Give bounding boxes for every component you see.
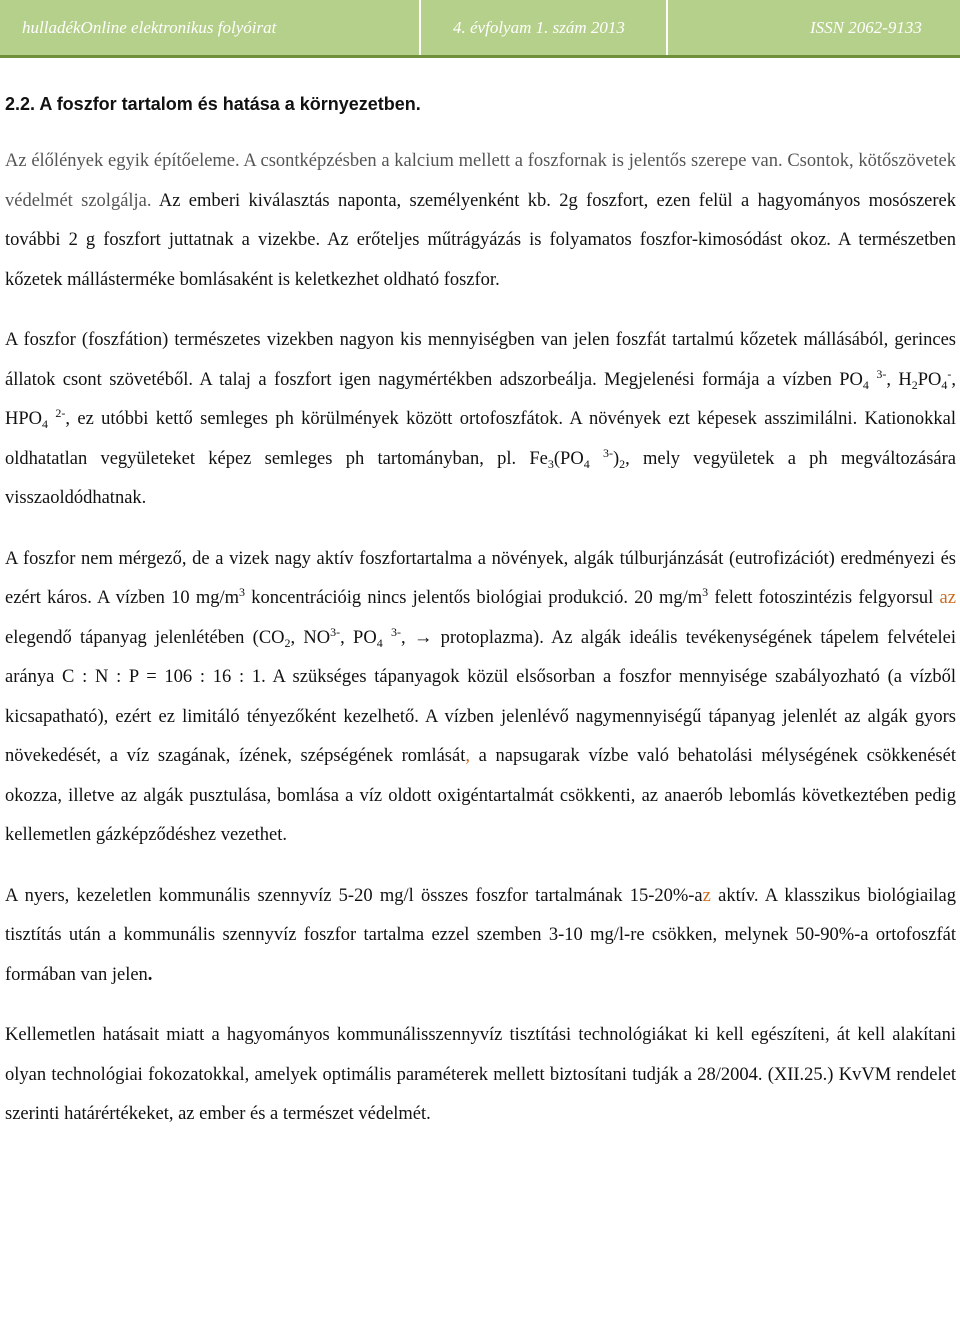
issn: ISSN 2062-9133: [810, 18, 922, 37]
text-run: aktív. A klasszikus biológiailag tisztítás után a kommunális szennyvíz foszfor tartalma ezzel szemben 3-10 mg/l-re csökken, melynek 50-90%-a ortofoszfát formában van jelen: [5, 885, 956, 985]
superscript: -: [947, 366, 952, 381]
paragraph-2: [5, 321, 956, 519]
superscript: 3-: [876, 366, 887, 381]
text-run: Az élőlények egyik építőeleme. A csontképzésben a kalcium mellett a foszfornak is jelentős szerepe van. Csontok, kötőszövetek védelmét szolgálja.: [5, 151, 956, 211]
article-body: [5, 86, 956, 1156]
superscript: 2-: [55, 406, 66, 420]
text-run: a napsugarak vízbe való behatolási mélységének csökkenését okozza, illetve az algák pusztulása, bomlása a víz oldott oxigéntartalmát csökkenti, az anaerób lebomlás következtében pedig kellemetlen gázképződéshez vezethet.: [5, 746, 956, 845]
text-run: , → protoplazma). Az algák ideális tevékenységének tápelem felvételei aránya C : N : P = 106 : 16 : 1. A szükséges tápanyagok közül elsősorban a foszfor mennyisége szabályozható (a vízből kicsapatható), ezért ez limitáló tényezőként kezelhető. A vízben jelenlévő nagymennyiségű tápanyag jelenlét az algák gyors növekedését, a víz szagának, ízének, szépségének romlását: [5, 627, 956, 766]
paragraph-3: [5, 540, 956, 856]
superscript: 3: [239, 585, 246, 599]
text-run: A nyers, kezeletlen kommunális szennyvíz 5-20 mg/l összes foszfor tartalmának 15-20%-a: [5, 885, 703, 906]
subscript: 4: [376, 635, 383, 650]
paragraph-1: [5, 142, 956, 300]
section-title: 2.2. A foszfor tartalom és hatása a környezetben.: [5, 94, 421, 114]
header-divider: [666, 0, 668, 55]
highlighted-letter: z: [702, 885, 711, 906]
superscript: 3-: [390, 624, 401, 639]
text-run: , HPO: [5, 369, 956, 429]
text-run: koncentrációig nincs jelentős biológiai produkció. 20 mg/m: [245, 588, 703, 608]
journal-name: hulladékOnline elektronikus folyóirat: [22, 18, 277, 37]
superscript: 3-: [602, 445, 613, 460]
text-run: , mely vegyületek a ph megváltozására visszaoldódhatnak.: [5, 448, 956, 508]
text-run: A foszfor (foszfátion) természetes vizekben nagyon kis mennyiségben van jelen foszfát tartalmú kőzetek mállásából, gerinces állatok csont szövetéből. A talaj a foszfort igen nagymértékben adszorbeálja. Megjelenési formája a vízben PO: [5, 330, 956, 390]
text-run: , PO: [340, 627, 377, 648]
subscript: 4: [42, 417, 49, 431]
superscript: 3: [702, 585, 709, 599]
text-run: ): [612, 448, 620, 469]
text-run: elegendő tápanyag jelenlétében (CO: [5, 627, 285, 648]
text-run: , NO: [290, 627, 331, 648]
text-run: A foszfor nem mérgező, de a vizek nagy aktív foszfortartalma a növények, algák túlburjánzását (eutrofizációt) eredményezi és ezért káros. A vízben 10 mg/m: [5, 548, 956, 608]
text-run: PO: [917, 369, 942, 390]
text-run: felett fotoszintézis felgyorsul: [708, 588, 940, 608]
header-divider: [419, 0, 421, 55]
paragraph-5: [5, 1016, 956, 1135]
subscript: 4: [862, 377, 869, 392]
subscript: 4: [583, 456, 590, 471]
text-run: Kellemetlen hatásait miatt a hagyományos kommunálisszennyvíz tisztítási technológiákat ki kell egészíteni, át kell alakítani olyan technológiai fokozatokkal, amelyek optimális paraméterek mellett biztosítani tudják a 28/2004. (XII.25.) KvVM rendelet szerinti határértékeket, az ember és a természet védelmét.: [5, 1025, 956, 1124]
paragraph-4: [5, 877, 956, 996]
text-run: Az emberi kiválasztás naponta, személyenként kb. 2g foszfort, ezen felül a hagyományos mosószerek további 2 g foszfort juttatnak a vizekbe. Az erőteljes műtrágyázás is folyamatos foszfor-kimosódást okoz. A természetben kőzetek mállásterméke bomlásaként is keletkezhet oldható foszfor.: [5, 190, 957, 290]
text-run: (PO: [553, 448, 584, 469]
text-run: , ez utóbbi kettő semleges ph körülmények között ortofoszfátok. A növények ezt képesek asszimilálni. Kationokkal oldhatatlan vegyületeket képez semleges ph tartományban, pl. Fe: [5, 409, 957, 469]
journal-header: [0, 0, 960, 58]
text-run: , H: [886, 369, 912, 390]
highlighted-comma: ,: [465, 746, 470, 766]
superscript: 3-: [330, 624, 341, 639]
bold-period: .: [147, 964, 153, 985]
subscript: 4: [941, 377, 948, 392]
subscript: 2: [911, 377, 918, 392]
issue-info: 4. évfolyam 1. szám 2013: [453, 18, 625, 37]
subscript: 2: [619, 456, 626, 471]
highlighted-word: az: [939, 588, 956, 608]
subscript: 2: [284, 635, 291, 650]
subscript: 3: [547, 456, 554, 471]
